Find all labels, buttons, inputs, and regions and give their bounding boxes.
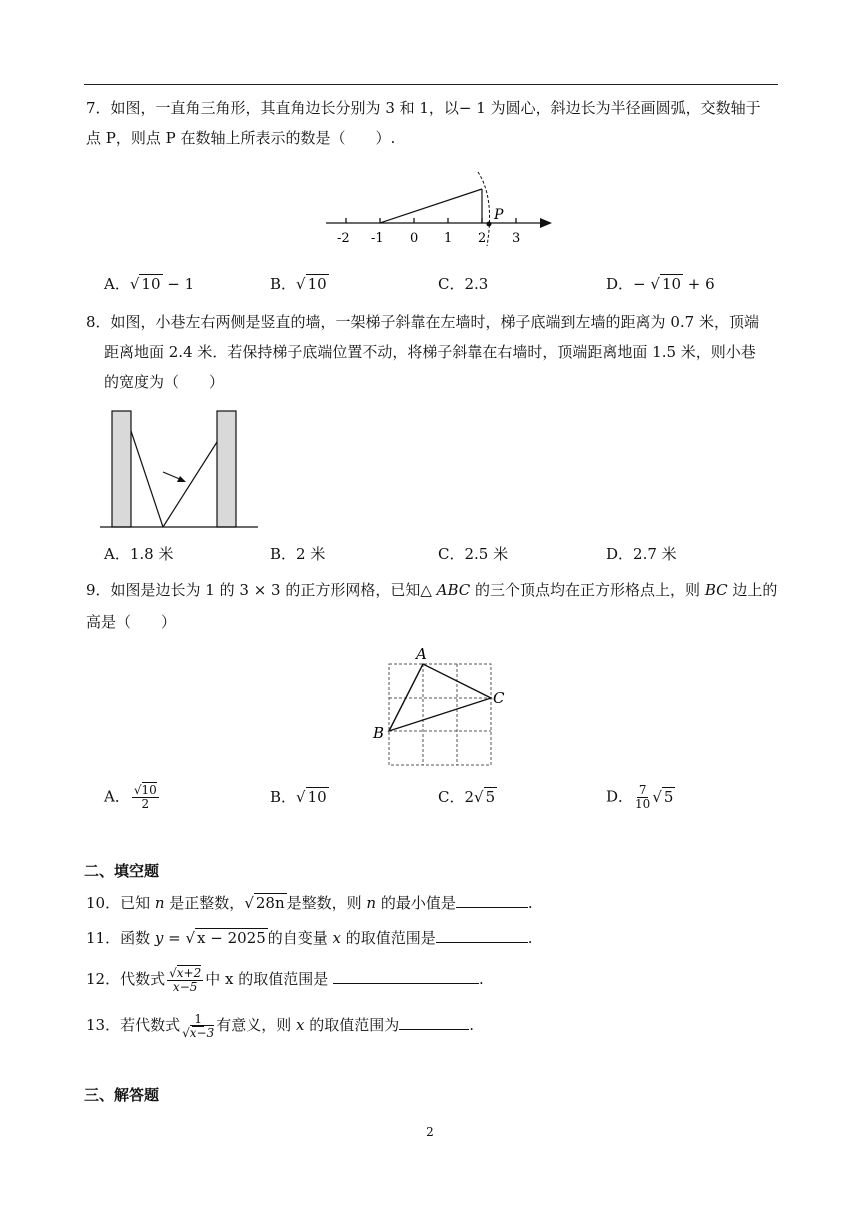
sqrt-expression: √ 10 [650, 275, 682, 293]
option-label: B． [270, 788, 297, 806]
q8-option-a[interactable]: A．1.8 米 [104, 545, 174, 563]
q13-text: 13．若代数式 $\frac{1}{√x-3}$ 有意义，则 x 的取值范围为 . [86, 1011, 475, 1040]
option-value: 2.3 [464, 275, 489, 293]
q7-tick-label: 3 [512, 231, 521, 246]
q9-text-line1: 9．如图是边长为 1 的 3 × 3 的正方形网格，已知△ ABC 的三个顶点均在正方形格点上，则 BC 边上的 [86, 581, 778, 599]
option-label: B． [270, 275, 297, 293]
section-title-fill-in: 二、填空题 [84, 862, 160, 880]
sqrt-expression: √ 10 [129, 275, 161, 293]
q7-option-d[interactable] [606, 273, 715, 295]
q9-option-c[interactable] [438, 786, 497, 808]
q7-tick-label: 0 [410, 231, 419, 246]
q7-tick-label: -1 [371, 231, 384, 246]
fraction: $\frac{√10}{2}$ [133, 783, 157, 811]
q7-option-a[interactable] [104, 273, 194, 295]
q12-answer-blank[interactable] [333, 969, 479, 984]
option-label: D． [606, 275, 634, 293]
fraction: $\frac{1}{√x-3}$ [182, 1011, 215, 1040]
option-label: C． [438, 275, 465, 293]
header-rule [84, 84, 778, 85]
sqrt-expression: √ 5 [652, 787, 674, 806]
sqrt-expression: √ 10 [296, 788, 327, 806]
fraction: $\frac{7}{10}$ [635, 783, 651, 811]
q7-point-label: P [494, 207, 504, 223]
q8-option-b[interactable]: B．2 米 [270, 545, 326, 563]
page-number: 2 [426, 1125, 434, 1139]
option-tail: − 1 [162, 275, 195, 293]
option-tail: + 6 [683, 275, 715, 293]
q10-answer-blank[interactable] [456, 893, 528, 908]
section-title-answer: 三、解答题 [84, 1086, 160, 1104]
sqrt-expression: √ 5 [474, 788, 496, 806]
q13-answer-blank[interactable] [399, 1015, 469, 1030]
q7-tick-label: -2 [337, 231, 350, 246]
q8-option-c[interactable]: C．2.5 米 [438, 545, 509, 563]
q8-alley-ladder-figure [98, 408, 262, 532]
q10-text: 10．已知 n 是正整数，√ 28n 是整数，则 n 的最小值是 . [86, 894, 533, 912]
q12-text: 12．代数式 $\frac{√x+2}{x-5}$ 中 x 的取值范围是 . [86, 965, 484, 994]
coefficient: 2 [464, 788, 475, 806]
q7-text-line2: 点 P，则点 P 在数轴上所表示的数是（ ）. [86, 129, 396, 147]
option-label: C． [438, 788, 465, 806]
q9-option-d[interactable] [606, 784, 675, 811]
q7-option-c[interactable] [438, 273, 488, 295]
q8-text-line2: 距离地面 2.4 米．若保持梯子底端位置不动，将梯子斜靠在右墙时，顶端距离地面 1.5 米，则小巷 [104, 343, 756, 361]
option-label: D． [606, 787, 634, 806]
q9-text-line2: 高是（ ） [86, 613, 177, 631]
q7-tick-label: 1 [444, 231, 453, 246]
option-lead: − [633, 275, 651, 293]
option-label: A． [104, 787, 130, 806]
q9-vertex-label-b: B [373, 724, 385, 742]
sqrt-expression: √ 28n [244, 894, 285, 912]
fraction: $\frac{√x+2}{x-5}$ [169, 965, 202, 994]
q9-option-a[interactable] [104, 784, 161, 811]
q7-option-b[interactable] [270, 273, 329, 295]
q7-tick-label: 2 [478, 231, 487, 246]
q9-grid-triangle-figure [368, 642, 516, 770]
option-label: A． [104, 275, 130, 293]
q11-text: 11．函数 y = √ x − 2025 的自变量 x 的取值范围是 . [86, 929, 533, 947]
q7-text-line1: 7．如图，一直角三角形，其直角边长分别为 3 和 1，以− 1 为圆心，斜边长为半径画圆弧，交数轴于 [86, 99, 761, 117]
q7-number-line-figure [320, 168, 560, 254]
q8-text-line3: 的宽度为（ ） [104, 373, 225, 391]
q9-vertex-label-a: A [416, 645, 427, 663]
sqrt-expression: √ 10 [296, 275, 327, 293]
q9-vertex-label-c: C [493, 689, 505, 707]
sqrt-expression: √ x − 2025 [185, 929, 266, 947]
q8-option-d[interactable]: D．2.7 米 [606, 545, 677, 563]
q11-answer-blank[interactable] [436, 928, 528, 943]
q9-option-b[interactable] [270, 786, 329, 808]
q8-text-line1: 8．如图，小巷左右两侧是竖直的墙，一架梯子斜靠在左墙时，梯子底端到左墙的距离为 0.7 米，顶端 [86, 313, 759, 331]
